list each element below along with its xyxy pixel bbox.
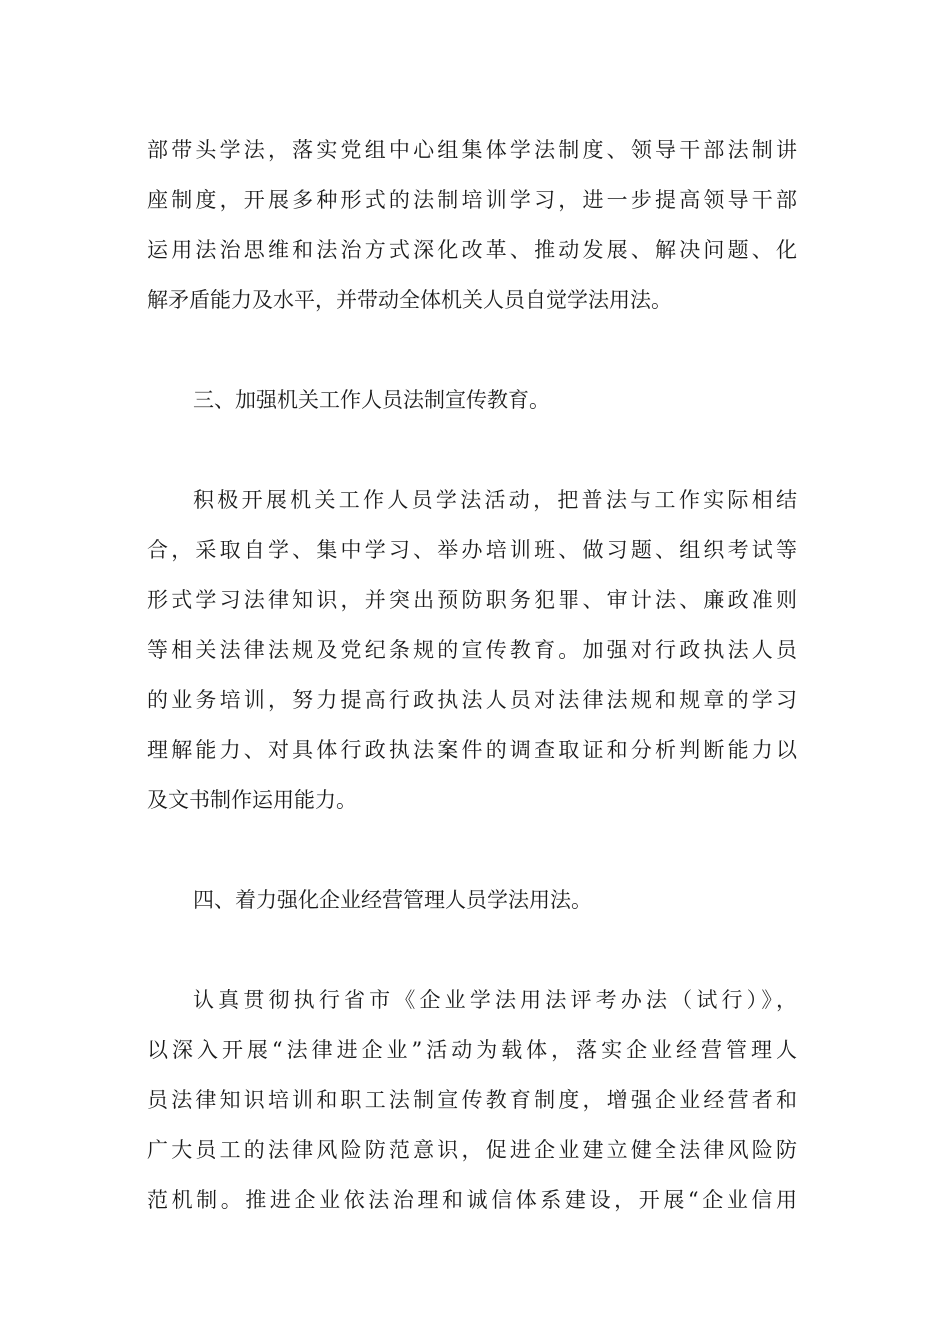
para3-line-4: 广大员工的法律风险防范意识，促进企业建立健全法律风险防 [147,1138,797,1162]
para2-line-2: 合，采取自学、集中学习、举办培训班、做习题、组织考试等 [147,538,797,562]
para3-line-1: 认真贯彻执行省市《企业学法用法评考办法（试行）》， [193,988,797,1012]
para1-line-3: 运用法治思维和法治方式深化改革、推动发展、解决问题、化 [147,238,797,262]
para2-line-7: 及文书制作运用能力。 [147,788,357,812]
para1-line-1: 部带头学法，落实党组中心组集体学法制度、领导干部法制讲 [147,138,797,162]
para3-line-2: 以深入开展“法律进企业”活动为载体，落实企业经营管理人 [147,1038,797,1062]
para3-line-5: 范机制。推进企业依法治理和诚信体系建设，开展“企业信用 [147,1188,797,1212]
para1-line-2: 座制度，开展多种形式的法制培训学习，进一步提高领导干部 [147,188,797,212]
para3-line-3: 员法律知识培训和职工法制宣传教育制度，增强企业经营者和 [147,1088,797,1112]
para2-line-5: 的业务培训，努力提高行政执法人员对法律法规和规章的学习 [147,688,797,712]
para2-line-1: 积极开展机关工作人员学法活动，把普法与工作实际相结 [193,488,797,512]
para2-line-4: 等相关法律法规及党纪条规的宣传教育。加强对行政执法人员 [147,638,797,662]
section-heading-3: 三、加强机关工作人员法制宣传教育。 [193,388,550,412]
para2-line-6: 理解能力、对具体行政执法案件的调查取证和分析判断能力以 [147,738,797,762]
para2-line-3: 形式学习法律知识，并突出预防职务犯罪、审计法、廉政准则 [147,588,797,612]
section-heading-4: 四、着力强化企业经营管理人员学法用法。 [193,888,592,912]
para1-line-4: 解矛盾能力及水平，并带动全体机关人员自觉学法用法。 [147,288,672,312]
